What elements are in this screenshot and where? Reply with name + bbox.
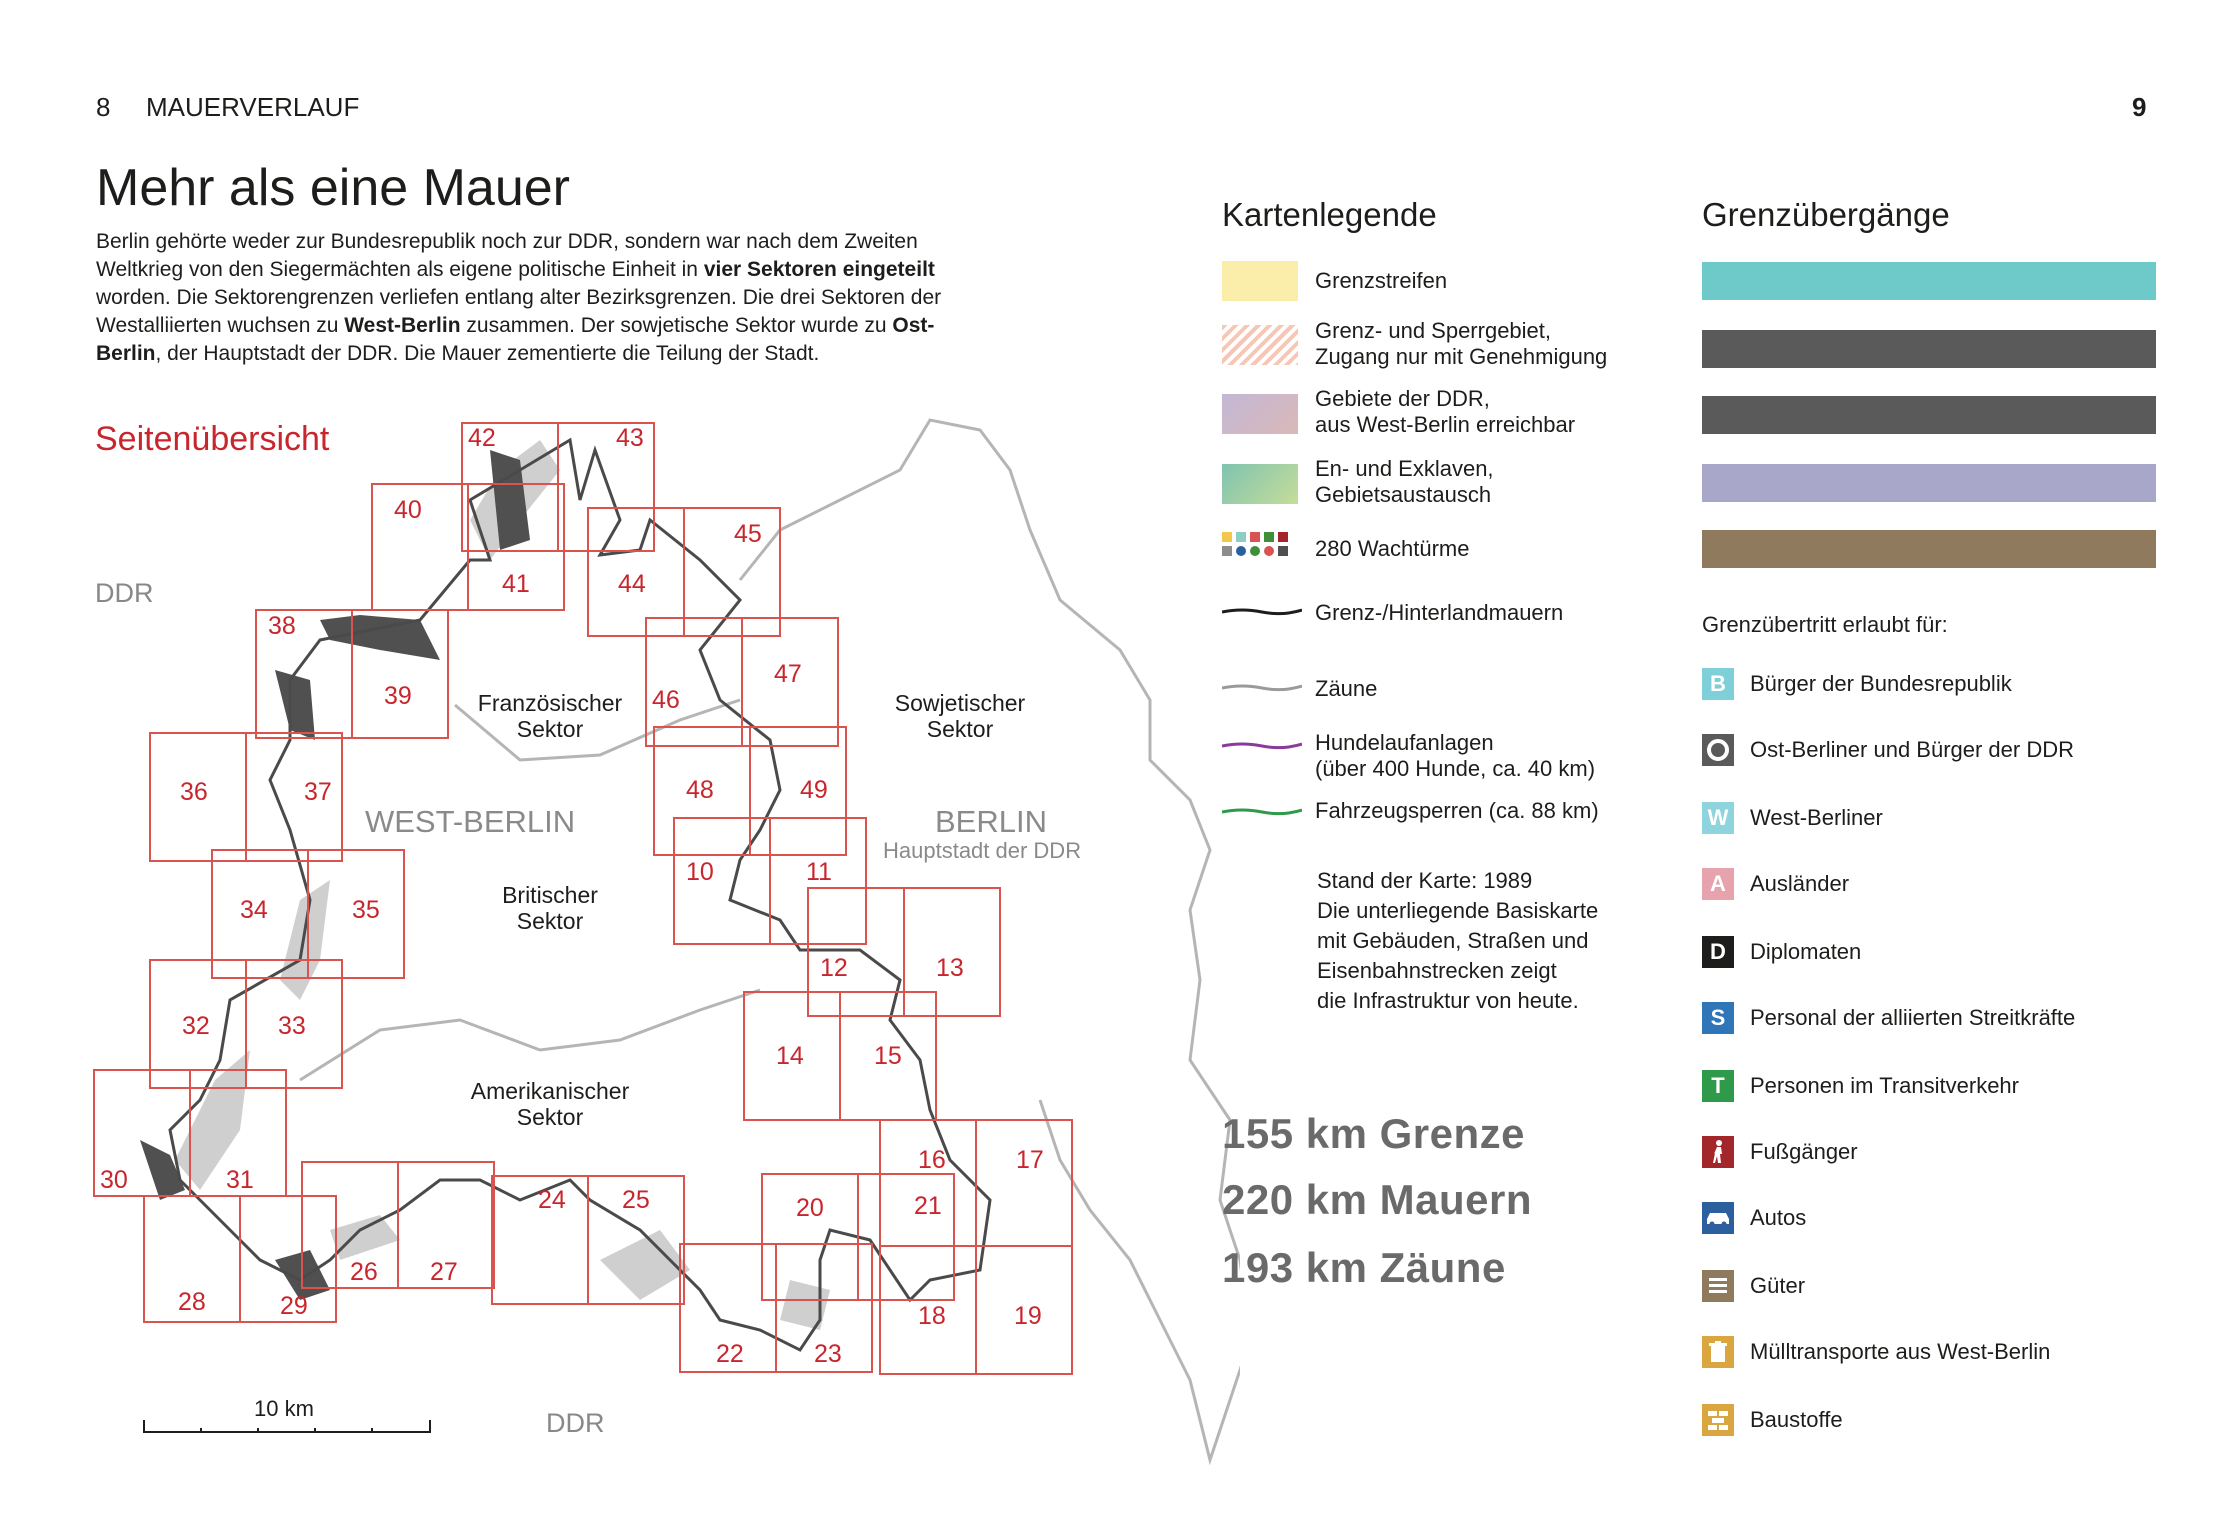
- page-21: 21: [914, 1192, 942, 1220]
- soviet-sector-label: Sowjetischer Sektor: [894, 690, 1026, 742]
- page-41: 41: [502, 570, 530, 598]
- page-37: 37: [304, 778, 332, 806]
- page-30: 30: [100, 1166, 128, 1194]
- page-24: 24: [538, 1186, 566, 1214]
- legend-wachtuerme: 280 Wachtürme: [1315, 536, 1470, 561]
- swatch-grenzstreifen: [1222, 261, 1298, 301]
- s-icon: S: [1702, 1002, 1734, 1034]
- page-25: 25: [622, 1186, 650, 1214]
- page-17: 17: [1016, 1146, 1044, 1174]
- legend-hundelauf: Hundelaufanlagen (über 400 Hunde, ca. 40 km): [1315, 730, 1596, 781]
- legend-ddr-gebiete: Gebiete der DDR, aus West-Berlin erreichbar: [1315, 386, 1576, 437]
- ddr-label-bottom: DDR: [546, 1408, 605, 1438]
- page-19: 19: [1014, 1302, 1042, 1330]
- ddr-label-top: DDR: [95, 578, 154, 608]
- vehicle-barrier-line-icon: [1222, 806, 1302, 818]
- a-icon: A: [1702, 868, 1734, 900]
- crossings-title: Grenzübergänge: [1702, 196, 1950, 233]
- left-page-number: 8: [96, 92, 111, 122]
- berlin-capital-label: Hauptstadt der DDR: [883, 838, 1082, 863]
- trash-icon: [1702, 1336, 1734, 1368]
- west-berlin-label: WEST-BERLIN: [365, 804, 576, 839]
- french-sector-label: Französischer Sektor: [477, 690, 623, 742]
- overview-title: Seitenübersicht: [95, 420, 330, 458]
- page-14: 14: [776, 1042, 804, 1070]
- w-icon: W: [1702, 802, 1734, 834]
- page-36: 36: [180, 778, 208, 806]
- page-48: 48: [686, 776, 714, 804]
- page-45: 45: [734, 520, 762, 548]
- building-material-icon: [1702, 1404, 1734, 1436]
- page-33: 33: [278, 1012, 306, 1040]
- watchtower-icons: [1222, 532, 1302, 560]
- page-32: 32: [182, 1012, 210, 1040]
- pedestrian-icon: [1702, 1136, 1734, 1168]
- legend-enklaven: En- und Exklaven, Gebietsaustausch: [1315, 456, 1494, 507]
- stat-grenze: 155 km Grenze: [1222, 1110, 1526, 1157]
- crossing-bar-4: [1702, 464, 2156, 502]
- page-31: 31: [226, 1166, 254, 1194]
- page-44: 44: [618, 570, 646, 598]
- page-40: 40: [394, 496, 422, 524]
- section-title: MAUERVERLAUF: [146, 92, 360, 122]
- page-20: 20: [796, 1194, 824, 1222]
- page-26: 26: [350, 1258, 378, 1286]
- swatch-sperrgebiet: [1222, 325, 1298, 365]
- wall-line-icon: [1222, 606, 1302, 618]
- stat-mauern: 220 km Mauern: [1222, 1176, 1532, 1223]
- crossing-bar-5: [1702, 530, 2156, 568]
- legend-fahrzeugsperren: Fahrzeugsperren (ca. 88 km): [1315, 798, 1599, 823]
- o-icon: [1702, 734, 1734, 766]
- page-28: 28: [178, 1288, 206, 1316]
- american-sector-label: Amerikanischer Sektor: [470, 1078, 630, 1130]
- crossing-bar-3: [1702, 396, 2156, 434]
- intro-text: Berlin gehörte weder zur Bundesrepublik noch zur DDR, sondern war nach dem Zweiten Weltkrieg von den Siegermächten als eigene politische Einheit in vier Sektoren eingeteilt worden. Die Sektorengrenzen verliefen entlang alter Bezirksgrenzen. Die drei Sektoren der Westalliierten wuchsen zu West-Berlin zusammen. Der sowjetische Sektor wurde zu Ost- Berlin, der Hauptstadt der DDR. Die Mauer zementierte die Teilung der Stadt.: [96, 230, 942, 365]
- page-29: 29: [280, 1292, 308, 1320]
- t-icon: T: [1702, 1070, 1734, 1102]
- page-43: 43: [616, 424, 644, 452]
- page-35: 35: [352, 896, 380, 924]
- crossing-bar-2: [1702, 330, 2156, 368]
- page-13: 13: [936, 954, 964, 982]
- b-icon: B: [1702, 668, 1734, 700]
- swatch-enklaven: [1222, 464, 1298, 504]
- page-16: 16: [918, 1146, 946, 1174]
- page-title: Mehr als eine Mauer: [96, 159, 570, 217]
- map-note: Stand der Karte: 1989 Die unterliegende Basiskarte mit Gebäuden, Straßen und Eisenbahnstrecken zeigt die Infrastruktur von heute.: [1317, 868, 1599, 1013]
- berlin-label: BERLIN: [935, 804, 1047, 839]
- legend-zaeune: Zäune: [1315, 676, 1378, 701]
- right-page-number: 9: [2132, 92, 2147, 122]
- page-38: 38: [268, 612, 296, 640]
- d-icon: D: [1702, 936, 1734, 968]
- british-sector-label: Britischer Sektor: [502, 882, 598, 934]
- page-22: 22: [716, 1340, 744, 1368]
- page-39: 39: [384, 682, 412, 710]
- legend-grenzstreifen: Grenzstreifen: [1315, 268, 1448, 293]
- swatch-ddr-gebiete: [1222, 394, 1298, 434]
- crossing-bar-1: [1702, 262, 2156, 300]
- scale-bar: [140, 1418, 440, 1438]
- fence-line-icon: [1222, 682, 1302, 694]
- page-23: 23: [814, 1340, 842, 1368]
- scale-label: 10 km: [254, 1396, 314, 1421]
- legend-title: Kartenlegende: [1222, 196, 1437, 233]
- page-10: 10: [686, 858, 714, 886]
- stat-zaeune: 193 km Zäune: [1222, 1244, 1506, 1291]
- allowed-label: Grenzübertritt erlaubt für:: [1702, 612, 1948, 637]
- legend-mauern: Grenz-/Hinterlandmauern: [1315, 600, 1564, 625]
- legend-sperrgebiet: Grenz- und Sperrgebiet, Zugang nur mit Genehmigung: [1315, 318, 1608, 369]
- page-15: 15: [874, 1042, 902, 1070]
- page-42: 42: [468, 424, 496, 452]
- page-11: 11: [806, 858, 832, 886]
- page-46: 46: [652, 686, 680, 714]
- car-icon: [1702, 1202, 1734, 1234]
- page-12: 12: [820, 954, 848, 982]
- dog-run-line-icon: [1222, 740, 1302, 752]
- goods-icon: [1702, 1270, 1734, 1302]
- page-47: 47: [774, 660, 802, 688]
- page-18: 18: [918, 1302, 946, 1330]
- page-34: 34: [240, 896, 268, 924]
- page-27: 27: [430, 1258, 458, 1286]
- page-49: 49: [800, 776, 828, 804]
